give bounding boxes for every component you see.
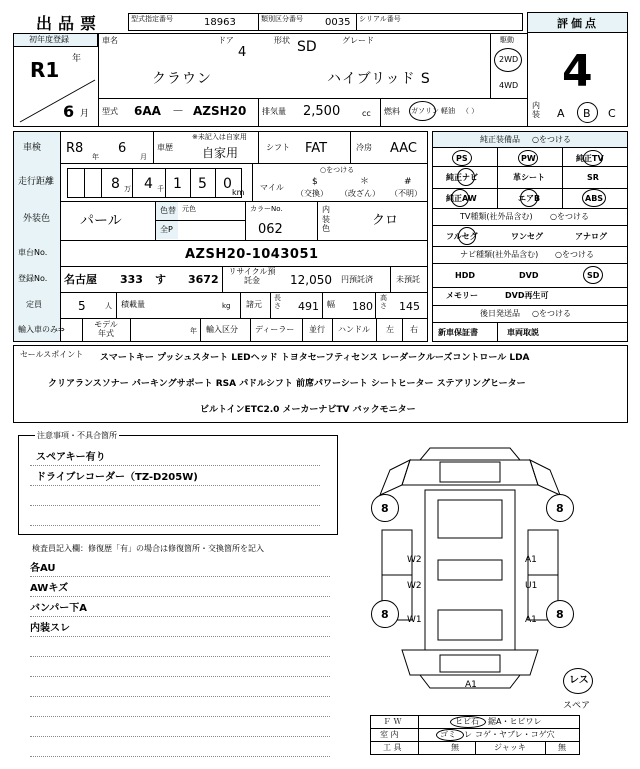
abs-circle (582, 189, 606, 207)
drive-2wd: 2WD (499, 55, 519, 64)
height: 145 (399, 300, 420, 313)
mile-label: マイル (260, 183, 284, 192)
model-year-label: モデル年式 (94, 320, 118, 338)
history-value: 自家用 (202, 146, 239, 160)
navi-type-note: ○をつける (555, 250, 594, 259)
fw-option-crack: 鋸A・ヒビワレ (488, 717, 542, 726)
chassis-label: 車台No. (18, 248, 48, 257)
tv-type-title: TV種類(社外品含む) (460, 212, 533, 221)
swap-label: （交換） (296, 189, 328, 198)
equipment-mark-note: ○をつける (532, 135, 571, 144)
damage-w2-windshield: W2 (407, 555, 422, 565)
fw-label: Ｆ Ｗ (383, 717, 402, 726)
spare-label: スペア (563, 701, 591, 711)
selling-points-label: セールスポイント (20, 350, 84, 359)
spare-mark: レス (569, 675, 589, 686)
damage-a1-rear-right: A1 (525, 615, 537, 625)
note-line1: スペアキー有り (36, 452, 106, 463)
equip-ps: PS (456, 154, 468, 163)
class-no-label: 類別区分番号 (261, 15, 303, 23)
navi-dvd: DVD (519, 271, 539, 280)
equip-aw: 純正AW (446, 194, 477, 203)
jack-label: ジャッキ (494, 743, 526, 752)
tire-front-left-value: 8 (381, 502, 389, 515)
fuel-diesel: 軽油 (441, 107, 455, 115)
aw-circle (451, 189, 469, 207)
fw-option-chip: ヒビ石 (455, 717, 479, 726)
interior-option-burn: コゲ・ヤブレ・コゲ穴 (475, 730, 555, 739)
first-reg-label: 初年度登録 (29, 35, 69, 44)
navi-sd: SD (587, 271, 600, 280)
inspector-line3: バンパー下A (30, 603, 88, 614)
inspector-line1: 各AU (30, 563, 56, 574)
doors-label: ドア (218, 36, 234, 45)
tire-rear-left-value: 8 (381, 608, 389, 621)
year-unit: 年 (72, 54, 82, 64)
tv-fullseg: フルセグ (446, 232, 478, 241)
grade-label: グレード (342, 36, 374, 45)
int-color-label: 内装色 (322, 205, 330, 234)
equip-abs: ABS (585, 194, 604, 203)
interior-c: C (608, 107, 616, 120)
doors: 4 (238, 45, 247, 60)
load-label: 積載量 (121, 300, 145, 309)
color-no: 062 (258, 222, 283, 237)
equip-sr: SR (587, 173, 599, 182)
model-no-label: 型式指定番号 (131, 15, 173, 23)
airbag-circle (518, 189, 541, 207)
ac-label: 冷房 (356, 143, 372, 152)
color-label: 外装色 (23, 214, 51, 224)
model-prefix: 6AA (134, 104, 161, 118)
recycle-label: リサイクル預託金 (228, 267, 276, 285)
navi-type-title: ナビ種類(社外品含む) (460, 250, 539, 259)
length: 491 (298, 300, 319, 313)
damage-a1-rear-bumper: A1 (465, 680, 477, 690)
model-year-unit: 年 (190, 327, 197, 335)
navi-circle (457, 168, 475, 186)
inspector-title: 検査員記入欄：修復歴「有」の場合は修復箇所・交換箇所を記入 (32, 544, 264, 553)
import-parallel: 並行 (309, 325, 325, 334)
equip-navi: 純正ナビ (446, 173, 478, 182)
tools-label: 工 具 (383, 743, 402, 752)
selling-points-line2: クリアランスソナー パーキングサポート RSA パドルシフト 前席パワーシート シートヒーター ステアリングヒーター (48, 379, 526, 389)
model-label: 型式 (102, 107, 118, 116)
selling-points-line3: ビルトインETC2.0 メーカーナビTV バックモニター (200, 405, 416, 415)
drive-4wd: 4WD (499, 81, 519, 90)
interior-b: B (583, 107, 591, 120)
tv-oneseg: ワンセグ (511, 232, 543, 241)
sheet-title: 出品票 (36, 14, 103, 33)
color-value: パール (80, 213, 122, 229)
model-dash: － (172, 104, 185, 118)
model-code: AZSH20 (193, 104, 247, 118)
navi-memory: メモリー (446, 291, 478, 300)
tire-front-right-value: 8 (556, 502, 564, 515)
tv-analog: アナログ (575, 232, 607, 241)
mileage-tens: 5 (198, 176, 207, 192)
ac-value: AAC (390, 141, 417, 156)
dims-label: 諸元 (246, 300, 262, 309)
equipment-title: 純正装備品 (480, 135, 520, 144)
car-name: クラウン (152, 71, 212, 87)
note-line2: ドライブレコーダー（TZ-D205W) (36, 472, 198, 483)
interior-option-dirt: ゴミ (440, 730, 456, 739)
mileage-man-unit: 万 (124, 185, 131, 193)
width: 180 (352, 300, 373, 313)
swap-symbol: $ (312, 177, 318, 187)
color-no-label: カラーNo. (250, 205, 283, 213)
first-reg-year: R1 (30, 58, 60, 82)
handle-right: 右 (410, 325, 418, 334)
warranty-book: 新車保証書 (438, 328, 478, 337)
import-type-label: 輸入区分 (206, 325, 238, 334)
grade-score: 4 (562, 46, 593, 97)
navi-hdd: HDD (455, 271, 475, 280)
mileage-sen-unit: 千 (157, 185, 164, 193)
damage-w2-side: W2 (407, 581, 422, 591)
int-color: クロ (372, 213, 399, 228)
mileage-label: 走行距離 (18, 177, 55, 187)
serial-label: シリアル番号 (359, 15, 401, 23)
height-label: 高さ (380, 294, 387, 310)
model-no: 18963 (204, 17, 236, 28)
tire-rear-right-value: 8 (556, 608, 564, 621)
reg-kana: す (155, 273, 166, 286)
shaken-month-unit: 月 (140, 153, 147, 161)
mileage-ones: 0 (223, 176, 232, 192)
reg-label: 登録No. (18, 274, 48, 283)
damage-w1: W1 (407, 615, 422, 625)
interior-option-wear: レ (464, 730, 472, 739)
import-dealer: ディーラー (255, 325, 295, 334)
capacity: 5 (78, 299, 86, 313)
unknown-label: （不明） (390, 189, 422, 198)
notes-title: 注意事項・不具合箇所 (37, 431, 117, 440)
car-body-diagram (370, 440, 570, 695)
body-shape: SD (297, 39, 317, 55)
history-note: ※未記入は自家用 (192, 133, 247, 141)
mileage-sen: 4 (144, 176, 153, 192)
later-mark-note: ○をつける (532, 309, 571, 318)
reg-area: 名古屋 (64, 273, 97, 286)
equip-pw: PW (521, 154, 536, 163)
history-label: 車歴 (157, 143, 173, 152)
km-unit: km (232, 188, 245, 197)
handle-label: ハンドル (338, 325, 370, 334)
equip-leather: 革シート (513, 173, 545, 182)
damage-a1-front-right: A1 (525, 555, 537, 565)
car-name-label: 車名 (102, 36, 118, 45)
grade-box-label: 評価点 (557, 17, 599, 30)
handle-left: 左 (386, 325, 394, 334)
navi-dvd-play: DVD再生可 (505, 291, 549, 300)
inspector-line4: 内装スレ (30, 623, 70, 634)
fuel-gasoline: ガソリン (411, 107, 439, 115)
interior-label: 室 内 (380, 730, 399, 739)
shaken-month: 6 (118, 141, 127, 156)
chassis-no: AZSH20-1043051 (185, 247, 319, 262)
mileage-man: 8 (111, 176, 120, 192)
reg-class: 333 (120, 273, 143, 286)
inspector-line2: AWキズ (30, 583, 69, 594)
persons-unit: 人 (105, 302, 112, 310)
capacity-label: 定員 (26, 300, 42, 309)
shift-label: シフト (266, 143, 290, 152)
color-change-label: 色替 (160, 206, 176, 215)
jack-none: 無 (558, 743, 566, 752)
length-label: 長さ (274, 294, 281, 310)
shaken-year: R8 (66, 141, 84, 156)
reg-number: 3672 (188, 273, 219, 286)
damage-u1: U1 (525, 581, 538, 591)
cc-unit: cc (362, 109, 371, 118)
vehicle-manual: 車両取説 (507, 328, 539, 337)
tv-type-note: ○をつける (550, 212, 589, 221)
alter-symbol: ＊ (360, 177, 370, 187)
equip-tv: 純正TV (576, 154, 604, 163)
later-title: 後日発送品 (480, 309, 520, 318)
drive-label: 駆動 (500, 36, 514, 44)
fullseg-circle (458, 227, 476, 245)
recycle-unit: 円預託済 (341, 275, 373, 284)
unknown-symbol: # (404, 177, 412, 187)
width-label: 幅 (327, 300, 335, 309)
orig-color-label: 元色 (182, 205, 196, 213)
unpaid-label: 未預託 (396, 275, 420, 284)
interior-a: A (557, 107, 565, 120)
shaken-year-unit: 年 (92, 153, 99, 161)
fuel-label: 燃料 (384, 107, 400, 116)
class-no: 0035 (325, 17, 351, 28)
alter-label: （改ざん） (340, 189, 380, 198)
tools-none: 無 (451, 743, 459, 752)
first-reg-month: 6 (63, 102, 75, 121)
mileage-mark-note: ○をつける (320, 166, 355, 174)
mileage-hundreds: 1 (173, 176, 182, 192)
displacement-label: 排気量 (262, 107, 286, 116)
equip-airbag: エアB (518, 194, 541, 203)
displacement: 2,500 (303, 104, 341, 119)
month-unit: 月 (80, 109, 90, 119)
shift-value: FAT (305, 141, 328, 156)
kg-unit: kg (222, 302, 231, 310)
car-grade: ハイブリッド S (327, 71, 431, 87)
fuel-other: （ ） (462, 107, 479, 115)
selling-points-line1: スマートキー プッシュスタート LEDヘッド トヨタセーフティセンス レーダークルーズコントロール LDA (100, 353, 530, 363)
body-label: 形状 (274, 36, 290, 45)
import-label: 輸入車のみ⇒ (18, 325, 65, 334)
all-paint-label: 全P (160, 225, 173, 234)
recycle-amount: 12,050 (290, 273, 332, 287)
shaken-label: 車検 (23, 143, 42, 153)
interior-grade-label: 内装 (532, 101, 540, 119)
